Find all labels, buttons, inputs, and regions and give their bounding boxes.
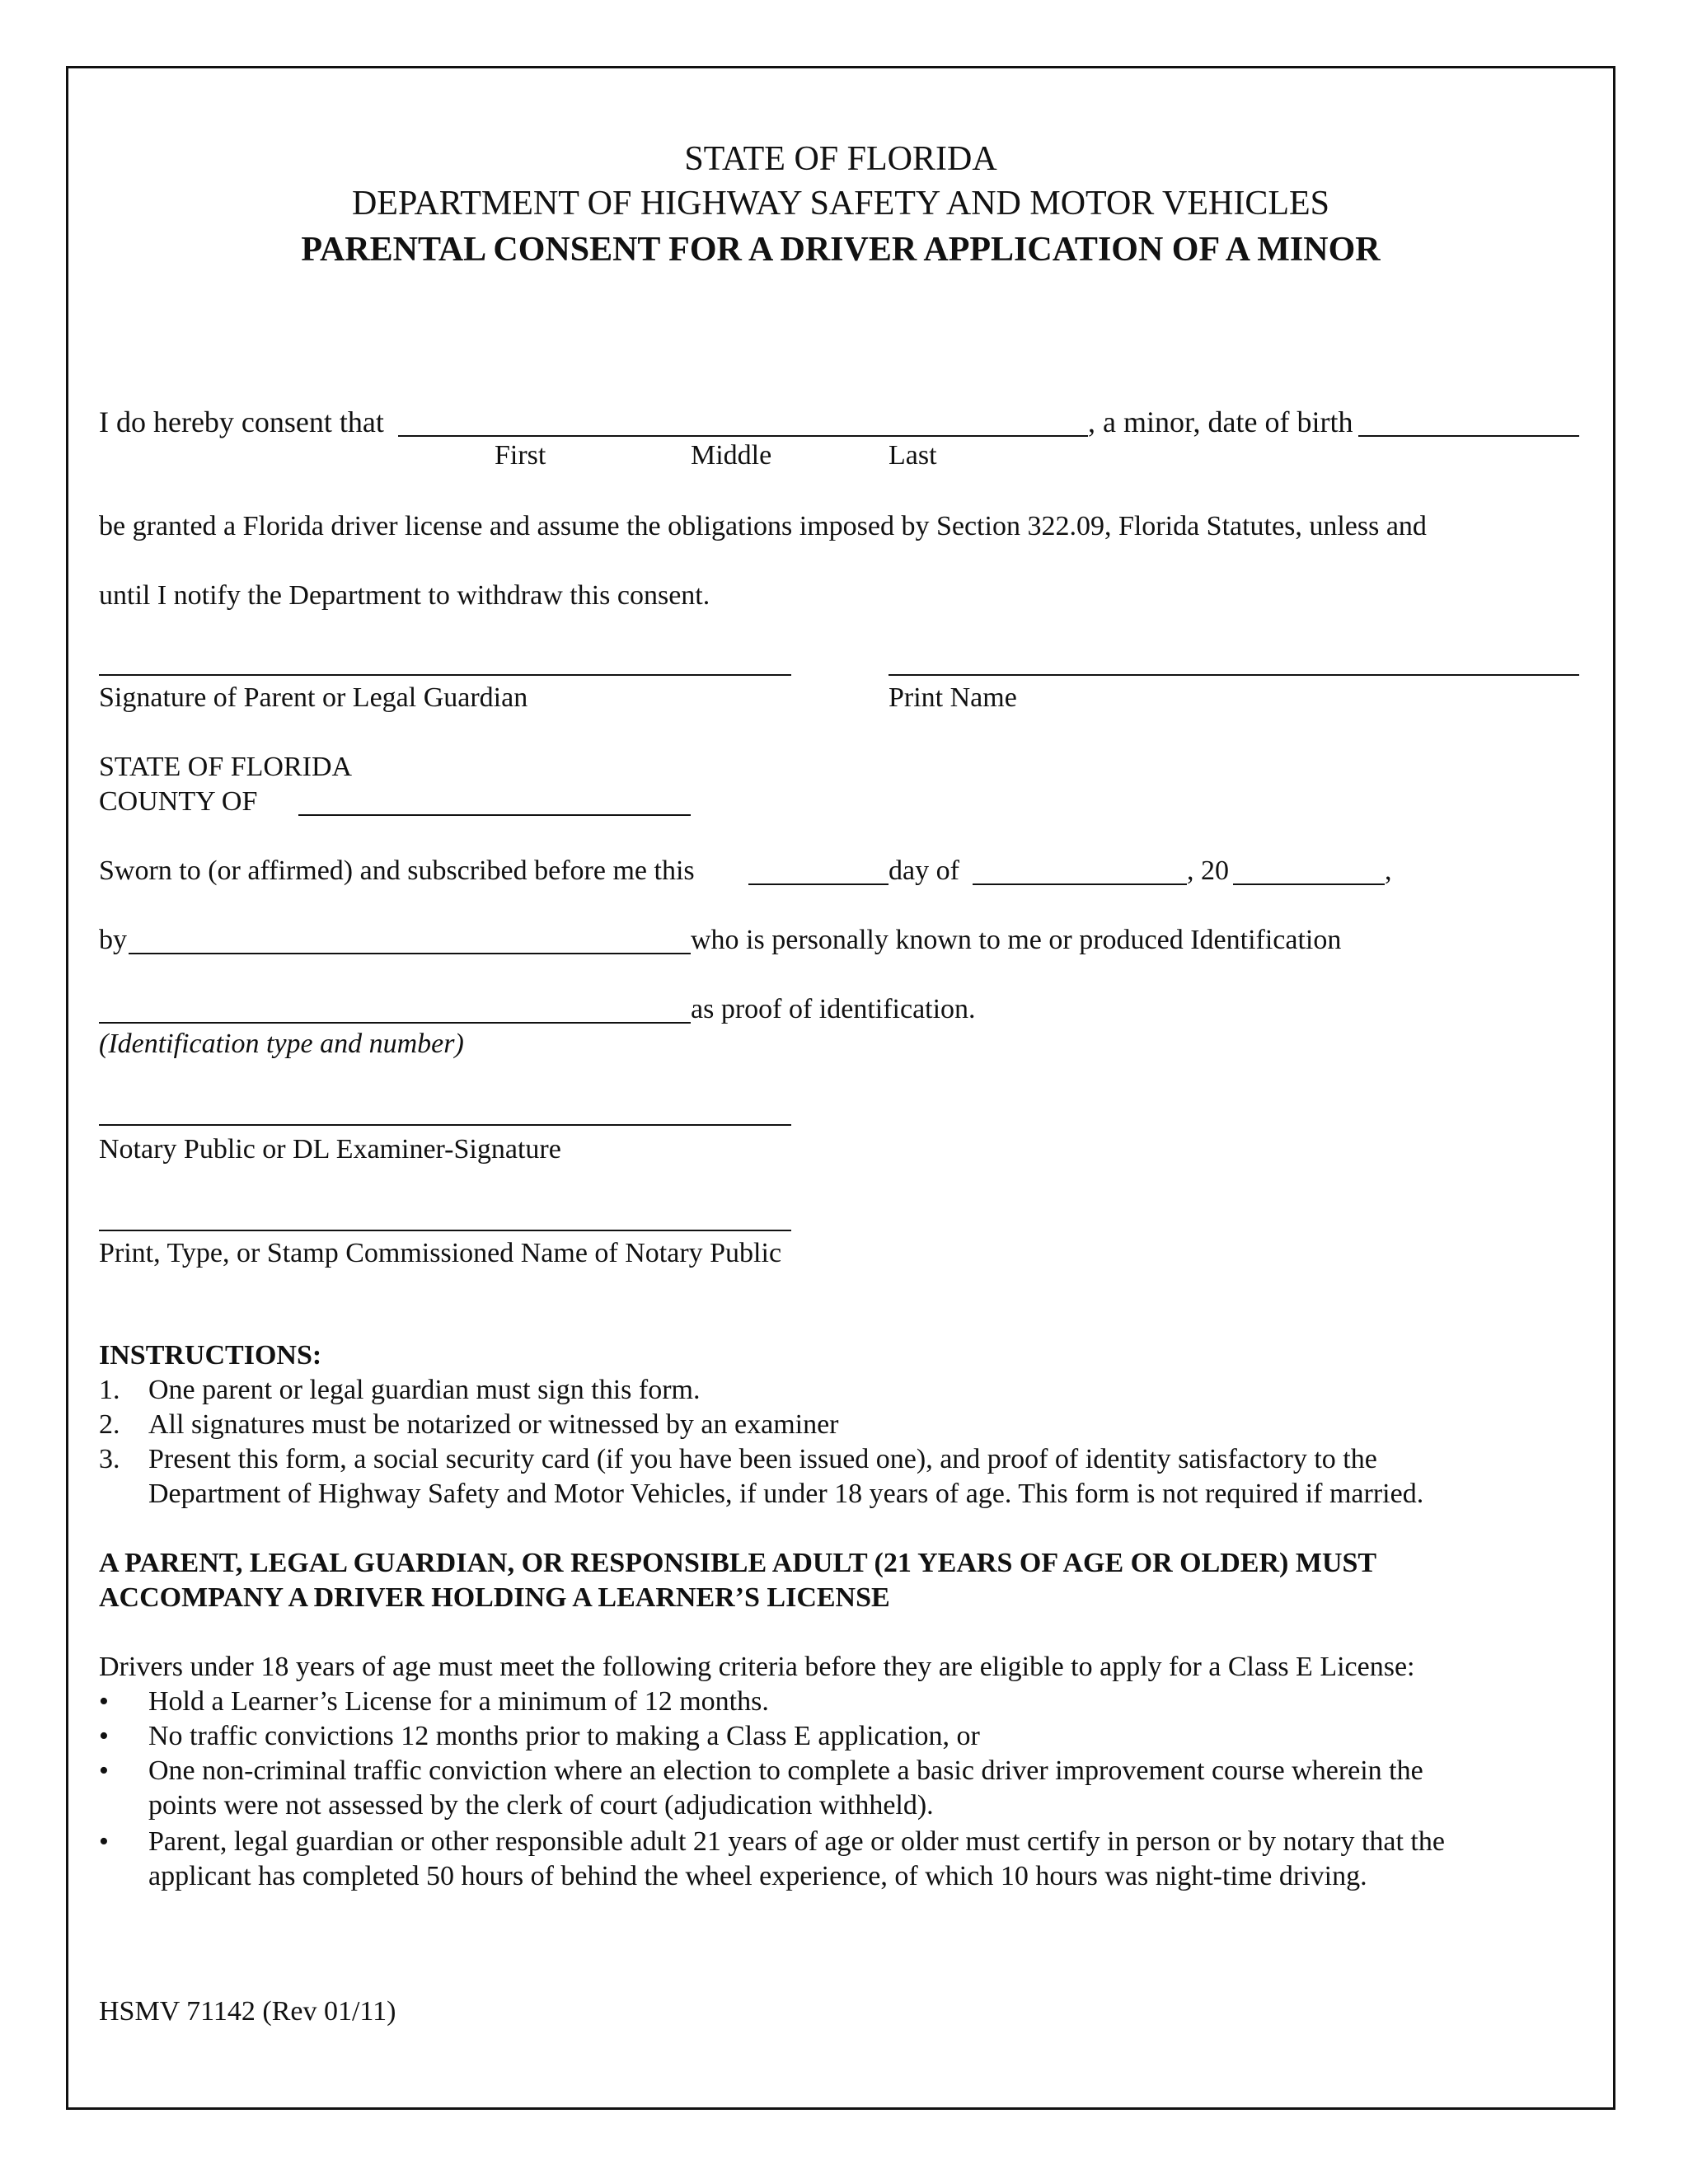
bullet-icon: • bbox=[99, 1721, 109, 1751]
criteria-item: One non-criminal traffic conviction where an election to complete a basic driver improvement course wherein the bbox=[148, 1755, 1423, 1786]
notice-line-1: A PARENT, LEGAL GUARDIAN, OR RESPONSIBLE ADULT (21 YEARS OF AGE OR OLDER) MUST bbox=[99, 1548, 1377, 1578]
year-prefix: , 20 bbox=[1187, 855, 1229, 886]
consent-line-3: until I notify the Department to withdraw this consent. bbox=[99, 580, 710, 611]
instruction-item: One parent or legal guardian must sign this form. bbox=[148, 1375, 701, 1405]
print-name-label: Print Name bbox=[889, 682, 1017, 713]
print-name-field[interactable] bbox=[889, 674, 1579, 676]
instruction-number: 1. bbox=[99, 1375, 120, 1405]
sworn-text: Sworn to (or affirmed) and subscribed before me this bbox=[99, 855, 695, 886]
sworn-year-field[interactable] bbox=[1233, 883, 1385, 885]
by-text: by bbox=[99, 925, 127, 955]
instruction-number: 2. bbox=[99, 1409, 120, 1440]
consent-prefix: I do hereby consent that bbox=[99, 405, 384, 438]
name-middle-label: Middle bbox=[691, 440, 772, 471]
criteria-item-continued: applicant has completed 50 hours of behind the wheel experience, of which 10 hours was night-time driving. bbox=[148, 1861, 1367, 1891]
identification-note: (Identification type and number) bbox=[99, 1029, 464, 1059]
criteria-item: No traffic convictions 12 months prior to making a Class E application, or bbox=[148, 1721, 980, 1751]
instruction-item-continued: Department of Highway Safety and Motor Vehicles, if under 18 years of age. This form is not required if married. bbox=[148, 1479, 1424, 1509]
year-suffix: , bbox=[1385, 855, 1392, 886]
known-text: who is personally known to me or produced Identification bbox=[691, 925, 1342, 955]
instruction-item: Present this form, a social security card (if you have been issued one), and proof of identity satisfactory to the bbox=[148, 1444, 1377, 1474]
parent-signature-label: Signature of Parent or Legal Guardian bbox=[99, 682, 528, 713]
notice-line-2: ACCOMPANY A DRIVER HOLDING A LEARNER’S LICENSE bbox=[99, 1582, 890, 1613]
notary-county-label: COUNTY OF bbox=[99, 786, 258, 817]
parent-signature-field[interactable] bbox=[99, 674, 791, 676]
sworn-day-field[interactable] bbox=[748, 883, 889, 885]
identification-field[interactable] bbox=[99, 1022, 691, 1024]
date-of-birth-field[interactable] bbox=[1358, 435, 1579, 437]
examiner-signature-field[interactable] bbox=[99, 1124, 791, 1126]
name-first-label: First bbox=[495, 440, 546, 471]
consent-mid: , a minor, date of birth bbox=[1088, 405, 1353, 438]
sworn-month-field[interactable] bbox=[973, 883, 1187, 885]
bullet-icon: • bbox=[99, 1826, 109, 1857]
notary-state: STATE OF FLORIDA bbox=[99, 752, 353, 782]
criteria-item: Parent, legal guardian or other responsible adult 21 years of age or older must certify in person or by notary that the bbox=[148, 1826, 1445, 1857]
county-field[interactable] bbox=[298, 814, 691, 816]
bullet-icon: • bbox=[99, 1755, 109, 1786]
name-last-label: Last bbox=[889, 440, 937, 471]
examiner-signature-label: Notary Public or DL Examiner-Signature bbox=[99, 1134, 561, 1165]
instruction-item: All signatures must be notarized or witnessed by an examiner bbox=[148, 1409, 839, 1440]
day-of-text: day of bbox=[889, 855, 959, 886]
bullet-icon: • bbox=[99, 1686, 109, 1717]
sworn-by-field[interactable] bbox=[129, 953, 691, 954]
form-number: HSMV 71142 (Rev 01/11) bbox=[99, 1996, 396, 2027]
criteria-item: Hold a Learner’s License for a minimum of 12 months. bbox=[148, 1686, 769, 1717]
instructions-heading: INSTRUCTIONS: bbox=[99, 1340, 322, 1371]
form-title: PARENTAL CONSENT FOR A DRIVER APPLICATION OF A MINOR bbox=[301, 231, 1381, 269]
criteria-item-continued: points were not assessed by the clerk of court (adjudication withheld). bbox=[148, 1790, 934, 1821]
minor-name-field[interactable] bbox=[398, 435, 1088, 437]
proof-text: as proof of identification. bbox=[691, 994, 976, 1024]
commissioned-name-field[interactable] bbox=[99, 1230, 791, 1231]
header-state: STATE OF FLORIDA bbox=[684, 140, 997, 178]
header-department: DEPARTMENT OF HIGHWAY SAFETY AND MOTOR VEHICLES bbox=[351, 185, 1330, 223]
consent-line-2: be granted a Florida driver license and assume the obligations imposed by Section 322.09, Florida Statutes, unless and bbox=[99, 511, 1427, 541]
instruction-number: 3. bbox=[99, 1444, 120, 1474]
criteria-intro: Drivers under 18 years of age must meet the following criteria before they are eligible to apply for a Class E License: bbox=[99, 1652, 1415, 1682]
commissioned-name-label: Print, Type, or Stamp Commissioned Name of Notary Public bbox=[99, 1238, 782, 1268]
